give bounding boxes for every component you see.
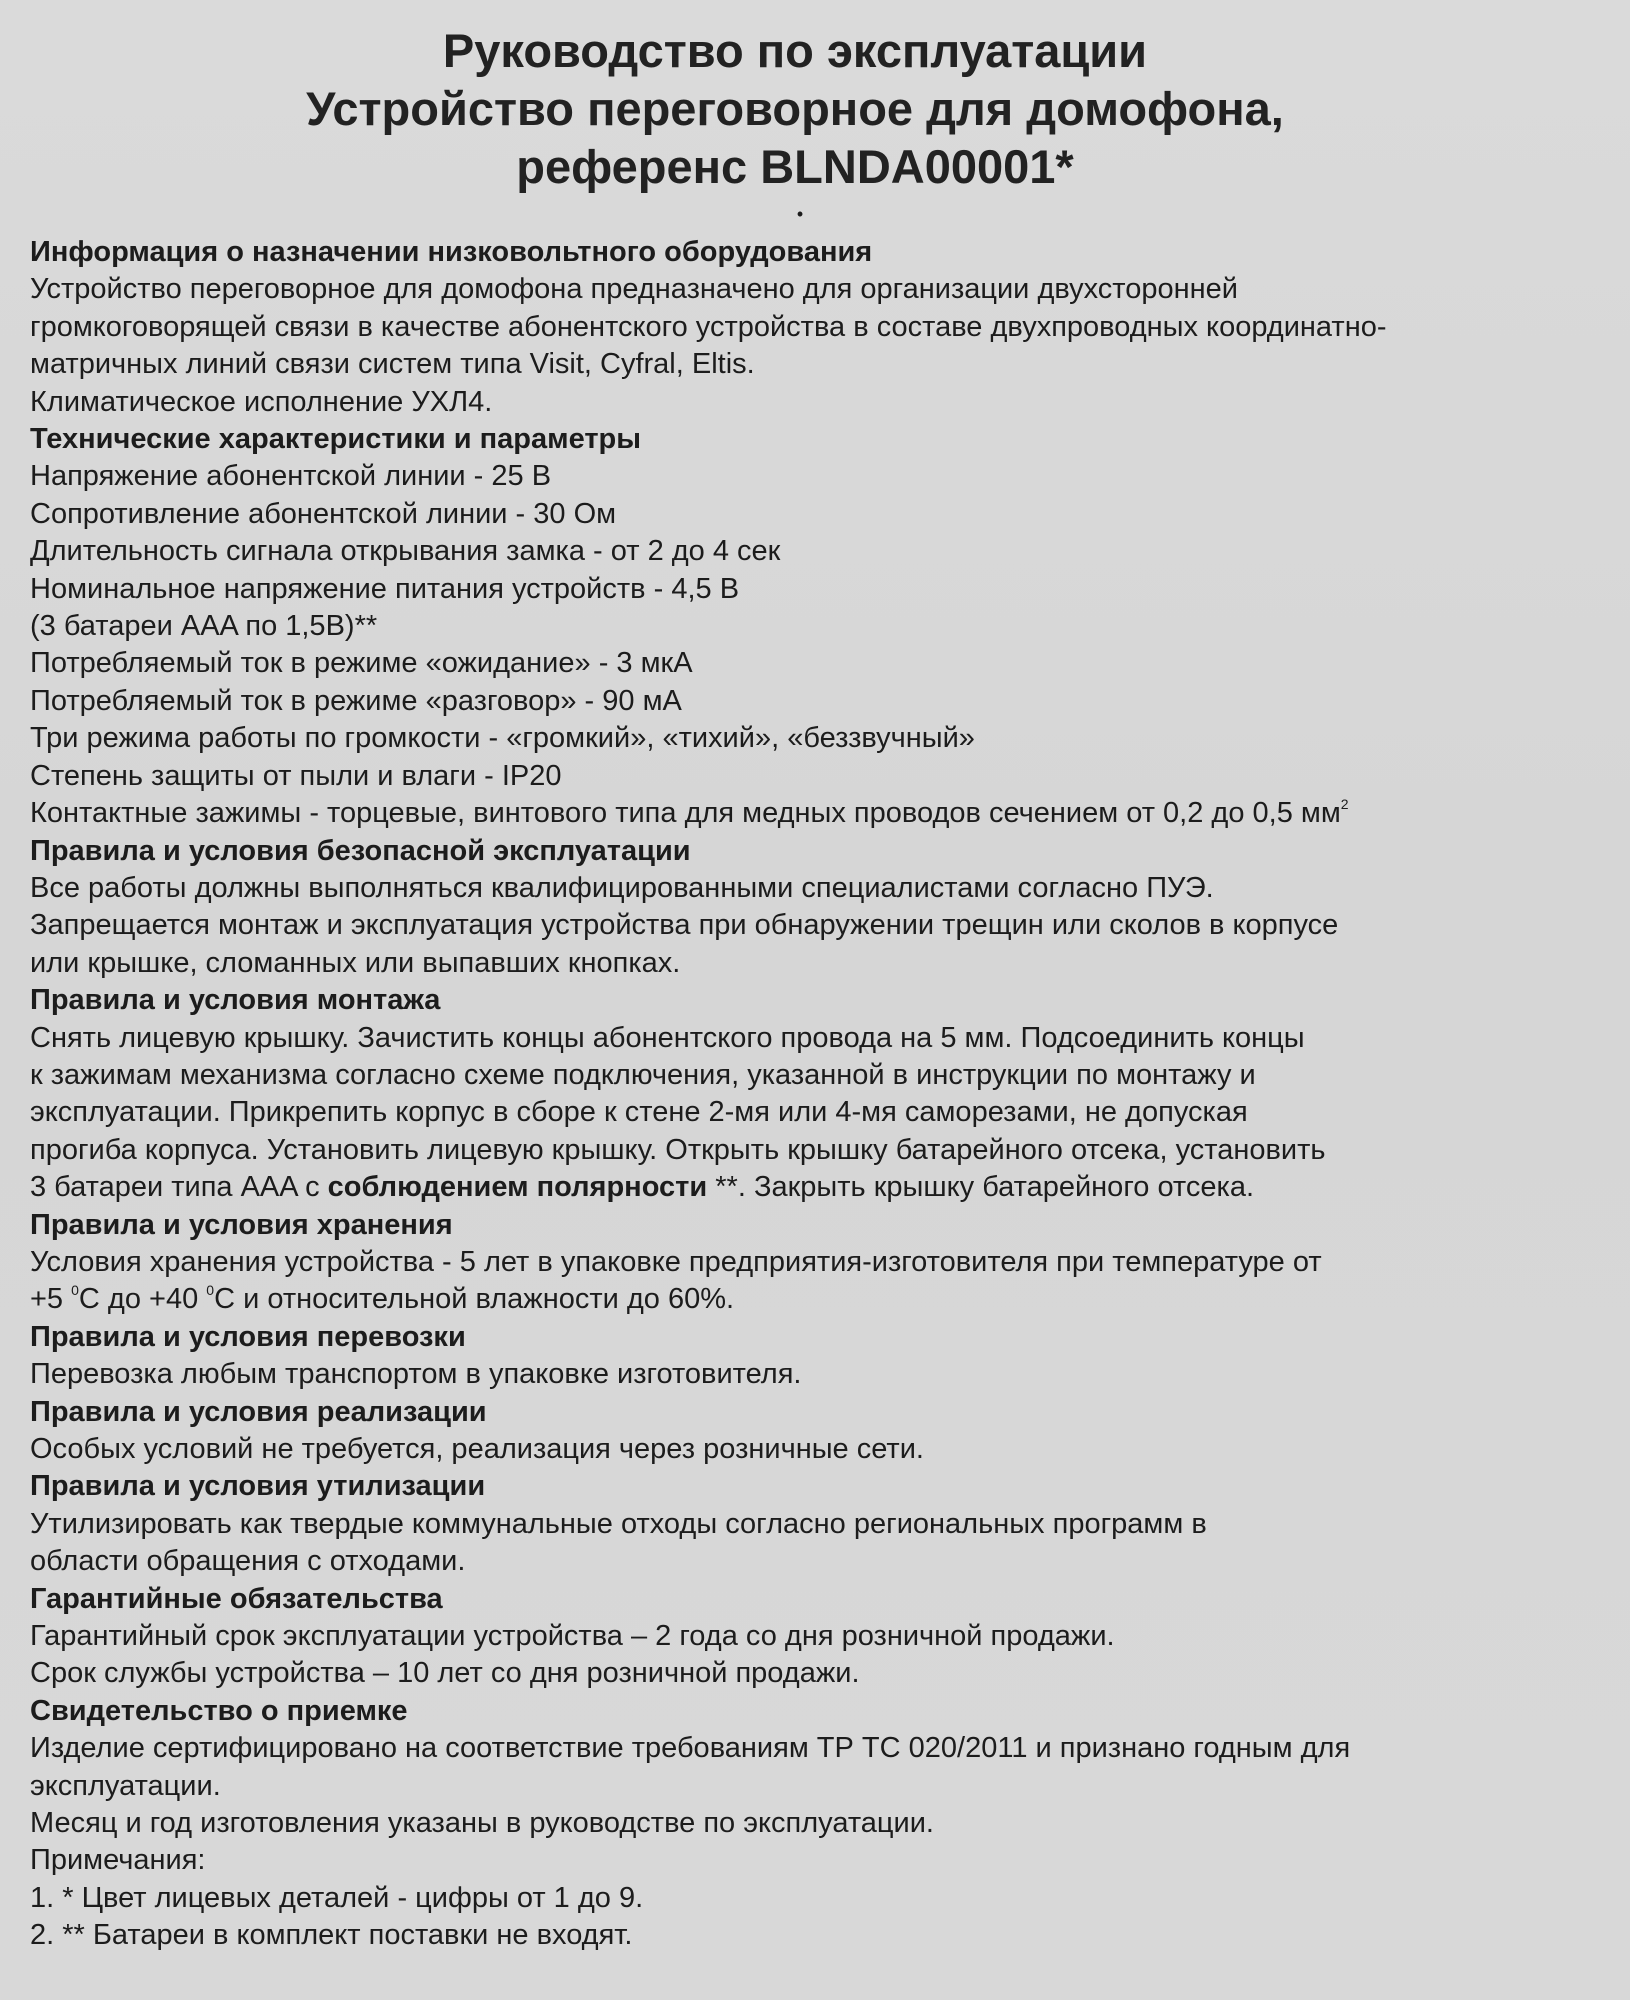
- text-line: матричных линий связи систем типа Visit, Cyfral, Eltis.: [30, 348, 755, 381]
- section-heading: Правила и условия утилизации: [30, 1470, 486, 1503]
- text-line: эксплуатации.: [30, 1769, 221, 1802]
- section-disposal: [30, 1468, 1600, 1580]
- text-line: или крышке, сломанных или выпавших кнопках.: [30, 946, 681, 979]
- text-line: области обращения с отходами.: [30, 1545, 466, 1578]
- spec-line: Номинальное напряжение питания устройств - 4,5 В: [30, 572, 740, 605]
- section-acceptance: [30, 1693, 1600, 1955]
- section-heading: Технические характеристики и параметры: [30, 423, 642, 456]
- squared-superscript: 2: [1340, 796, 1349, 813]
- section-heading: Свидетельство о приемке: [30, 1694, 408, 1727]
- spec-line: Сопротивление абонентской линии - 30 Ом: [30, 497, 617, 530]
- humidity-text: С и относительной влажности до 60%.: [214, 1283, 735, 1316]
- title-line-3: референс BLNDA00001*: [516, 140, 1074, 193]
- section-storage: [30, 1207, 1600, 1319]
- text-line-polarity: [30, 1169, 1600, 1206]
- spec-line: Потребляемый ток в режиме «разговор» - 90 мА: [30, 684, 682, 717]
- text-line: Срок службы устройства – 10 лет со дня розничной продажи.: [30, 1657, 860, 1690]
- text-line: Утилизировать как твердые коммунальные отходы согласно региональных программ в: [30, 1507, 1207, 1540]
- text-line: Снять лицевую крышку. Зачистить концы абонентского провода на 5 мм. Подсоединить концы: [30, 1021, 1305, 1054]
- polarity-bold: соблюдением полярности: [327, 1171, 708, 1204]
- temp-from: +5: [30, 1283, 72, 1316]
- spec-line: (3 батареи AAA по 1,5В)**: [30, 610, 378, 643]
- spec-line: Потребляемый ток в режиме «ожидание» - 3 мкА: [30, 647, 693, 680]
- temp-to: С до +40: [78, 1283, 207, 1316]
- temperature-line: [30, 1281, 1600, 1318]
- degree-sup: 0: [71, 1282, 79, 1299]
- text-line: Изделие сертифицировано на соответствие требованиям ТР ТС 020/2011 и признано годным для: [30, 1732, 1351, 1765]
- section-heading: Гарантийные обязательства: [30, 1582, 443, 1615]
- section-sales: [30, 1394, 1600, 1469]
- spec-line: Длительность сигнала открывания замка - от 2 до 4 сек: [30, 535, 781, 568]
- spec-line-terminals: [30, 795, 1600, 832]
- section-purpose: [30, 234, 1600, 421]
- note-1: 1. * Цвет лицевых деталей - цифры от 1 до 9.: [30, 1881, 644, 1914]
- section-heading: Правила и условия монтажа: [30, 984, 441, 1017]
- section-heading: Правила и условия реализации: [30, 1395, 487, 1428]
- text-line: Особых условий не требуется, реализация через розничные сети.: [30, 1433, 924, 1465]
- text-line: эксплуатации. Прикрепить корпус в сборе к стене 2-мя или 4-мя саморезами, не допуская: [30, 1096, 1248, 1129]
- document-title: [30, 22, 1600, 196]
- text-line: Гарантийный срок эксплуатации устройства – 2 года со дня розничной продажи.: [30, 1620, 1115, 1653]
- section-transport: [30, 1319, 1600, 1394]
- section-specs: [30, 421, 1600, 832]
- title-line-2: Устройство переговорное для домофона,: [306, 82, 1284, 135]
- section-installation: [30, 982, 1600, 1206]
- terminals-text: Контактные зажимы - торцевые, винтового типа для медных проводов сечением от 0,2 до 0,5 мм: [30, 797, 1341, 830]
- section-heading: Правила и условия перевозки: [30, 1320, 466, 1353]
- title-line-1: Руководство по эксплуатации: [442, 24, 1148, 77]
- text-line: Все работы должны выполняться квалифицированными специалистами согласно ПУЭ.: [30, 871, 1214, 904]
- text-line: Климатическое исполнение УХЛ4.: [30, 385, 493, 418]
- text-line: Перевозка любым транспортом в упаковке изготовителя.: [30, 1358, 802, 1391]
- text-line: Устройство переговорное для домофона предназначено для организации двухсторонней: [30, 273, 1239, 306]
- section-heading: Информация о назначении низковольтного оборудования: [30, 236, 873, 268]
- section-heading: Правила и условия хранения: [30, 1208, 453, 1241]
- title-dot: •: [796, 204, 804, 224]
- document-body: [30, 234, 1600, 1955]
- text-line: Условия хранения устройства - 5 лет в упаковке предприятия-изготовителя при температуре от: [30, 1245, 1322, 1278]
- section-warranty: [30, 1581, 1600, 1693]
- degree-sup: 0: [206, 1282, 215, 1299]
- polarity-pre: 3 батареи типа AAA с: [30, 1171, 328, 1204]
- text-line: к зажимам механизма согласно схеме подключения, указанной в инструкции по монтажу и: [30, 1058, 1256, 1091]
- text-line: Месяц и год изготовления указаны в руководстве по эксплуатации.: [30, 1807, 934, 1840]
- section-safety: [30, 833, 1600, 983]
- text-line: громкоговорящей связи в качестве абонентского устройства в составе двухпроводных координатно-: [30, 310, 1387, 343]
- notes-label: Примечания:: [30, 1844, 206, 1877]
- text-line: прогиба корпуса. Установить лицевую крышку. Открыть крышку батарейного отсека, установить: [30, 1133, 1326, 1166]
- spec-line: Напряжение абонентской линии - 25 В: [30, 460, 552, 493]
- note-2: 2. ** Батареи в комплект поставки не входят.: [30, 1919, 633, 1952]
- polarity-post: **. Закрыть крышку батарейного отсека.: [707, 1171, 1255, 1204]
- spec-line: Три режима работы по громкости - «громкий», «тихий», «беззвучный»: [30, 722, 975, 755]
- section-heading: Правила и условия безопасной эксплуатации: [30, 834, 691, 867]
- spec-line: Степень защиты от пыли и влаги - IP20: [30, 759, 562, 792]
- text-line: Запрещается монтаж и эксплуатация устройства при обнаружении трещин или сколов в корпусе: [30, 909, 1339, 942]
